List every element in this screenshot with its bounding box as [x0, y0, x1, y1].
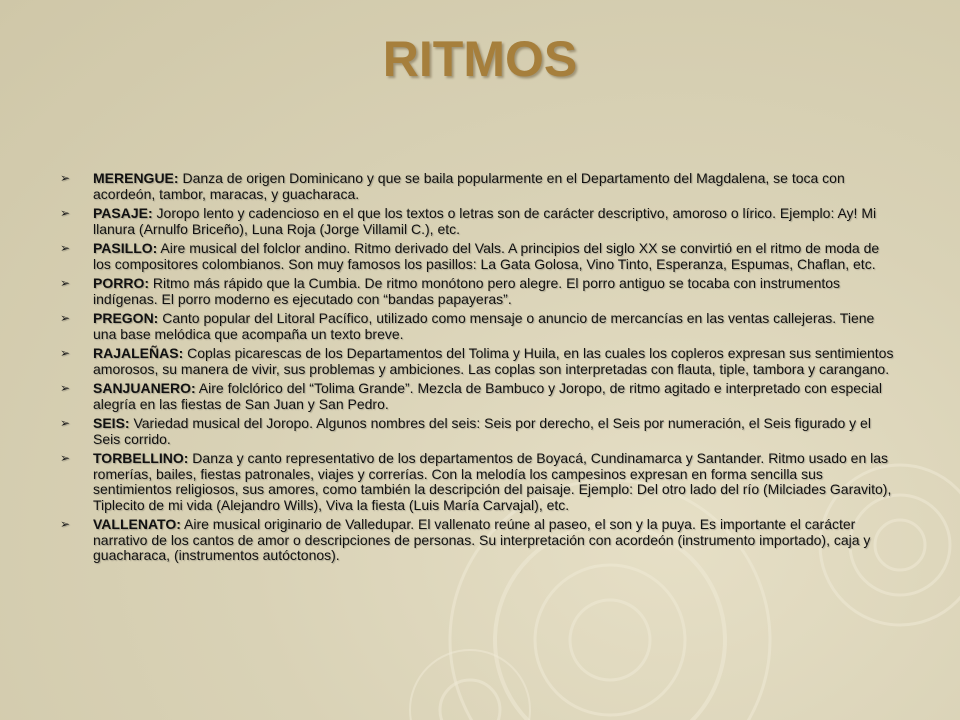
- list-item-torbellino: [60, 451, 900, 513]
- item-text: Danza y canto representativo de los departamentos de Boyacá, Cundinamarca y Santander. Ritmo usado en las romerías, bailes, fiestas patronales, viajes y correrías. Con la melodía los campesinos expresan en forma sencilla sus sentimientos religiosos, sus amores, como también la descripción del paisaje. Ejemplo: Del otro lado del río (Milciades Garavito), Tiplecito de mi vida (Alejandro Wills), Viva la fiesta (Luis María Carvajal), etc.: [93, 450, 892, 513]
- item-term: SANJUANERO:: [93, 380, 196, 396]
- list-item-sanjuanero: [60, 381, 900, 412]
- item-text: Aire musical del folclor andino. Ritmo derivado del Vals. A principios del siglo XX se convirtió en el ritmo de moda de los compositores colombianos. Son muy famosos los pasillos: La Gata Golosa, Vino Tinto, Esperanza, Espumas, Chaflan, etc.: [93, 240, 880, 272]
- list-item-pregon: [60, 311, 900, 342]
- rhythm-list: [60, 171, 900, 568]
- list-item-merengue: [60, 171, 900, 202]
- list-item-pasaje: [60, 206, 900, 237]
- item-text: Aire folclórico del “Tolima Grande”. Mezcla de Bambuco y Joropo, de ritmo agitado e interpretado con especial alegría en las fiestas de San Juan y San Pedro.: [93, 380, 883, 412]
- item-text: Variedad musical del Joropo. Algunos nombres del seis: Seis por derecho, el Seis por numeración, el Seis figurado y el Seis corrido.: [93, 415, 871, 447]
- arrowhead-bullet-icon: ➢: [60, 171, 71, 185]
- arrowhead-bullet-icon: ➢: [60, 241, 71, 255]
- arrowhead-bullet-icon: ➢: [60, 451, 71, 465]
- arrowhead-bullet-icon: ➢: [60, 381, 71, 395]
- list-item-rajalenas: [60, 346, 900, 377]
- arrowhead-bullet-icon: ➢: [60, 346, 71, 360]
- item-text: Aire musical originario de Valledupar. El vallenato reúne al paseo, el son y la puya. Es importante el carácter narrativo de los cantos de amor o descripciones de personas. Su interpretación con acordeón (instrumento importado), caja y guacharaca, (instrumentos autóctonos).: [93, 516, 871, 563]
- arrowhead-bullet-icon: ➢: [60, 276, 71, 290]
- item-term: VALLENATO:: [93, 516, 181, 532]
- item-term: MERENGUE:: [93, 170, 179, 186]
- arrowhead-bullet-icon: ➢: [60, 311, 71, 325]
- item-term: PASAJE:: [93, 205, 153, 221]
- arrowhead-bullet-icon: ➢: [60, 517, 71, 531]
- list-item-vallenato: [60, 517, 900, 564]
- list-item-pasillo: [60, 241, 900, 272]
- item-text: Canto popular del Litoral Pacífico, utilizado como mensaje o anuncio de mercancías en las ventas callejeras. Tiene una base melódica que acompaña un texto breve.: [93, 310, 875, 342]
- list-item-porro: [60, 276, 900, 307]
- item-term: TORBELLINO:: [93, 450, 189, 466]
- item-term: PORRO:: [93, 275, 149, 291]
- slide-title: RITMOS: [382, 31, 578, 87]
- arrowhead-bullet-icon: ➢: [60, 206, 71, 220]
- item-text: Coplas picarescas de los Departamentos del Tolima y Huila, en las cuales los copleros expresan sus sentimientos amorosos, su manera de vivir, sus problemas y ambiciones. Las coplas son interpretadas con flauta, tiple, tambora y carangano.: [93, 345, 894, 377]
- item-text: Joropo lento y cadencioso en el que los textos o letras son de carácter descriptivo, amoroso o lírico. Ejemplo: Ay! Mi llanura (Arnulfo Briceño), Luna Roja (Jorge Villamil C.), etc.: [93, 205, 877, 237]
- item-text: Ritmo más rápido que la Cumbia. De ritmo monótono pero alegre. El porro antiguo se tocaba con instrumentos indígenas. El porro moderno es ejecutado con “bandas papayeras”.: [93, 275, 841, 307]
- item-text: Danza de origen Dominicano y que se baila popularmente en el Departamento del Magdalena, se toca con acordeón, tambor, maracas, y guacharaca.: [93, 170, 845, 202]
- item-term: PASILLO:: [93, 240, 158, 256]
- list-item-seis: [60, 416, 900, 447]
- item-term: SEIS:: [93, 415, 130, 431]
- item-term: RAJALEÑAS:: [93, 345, 184, 361]
- item-term: PREGON:: [93, 310, 159, 326]
- arrowhead-bullet-icon: ➢: [60, 416, 71, 430]
